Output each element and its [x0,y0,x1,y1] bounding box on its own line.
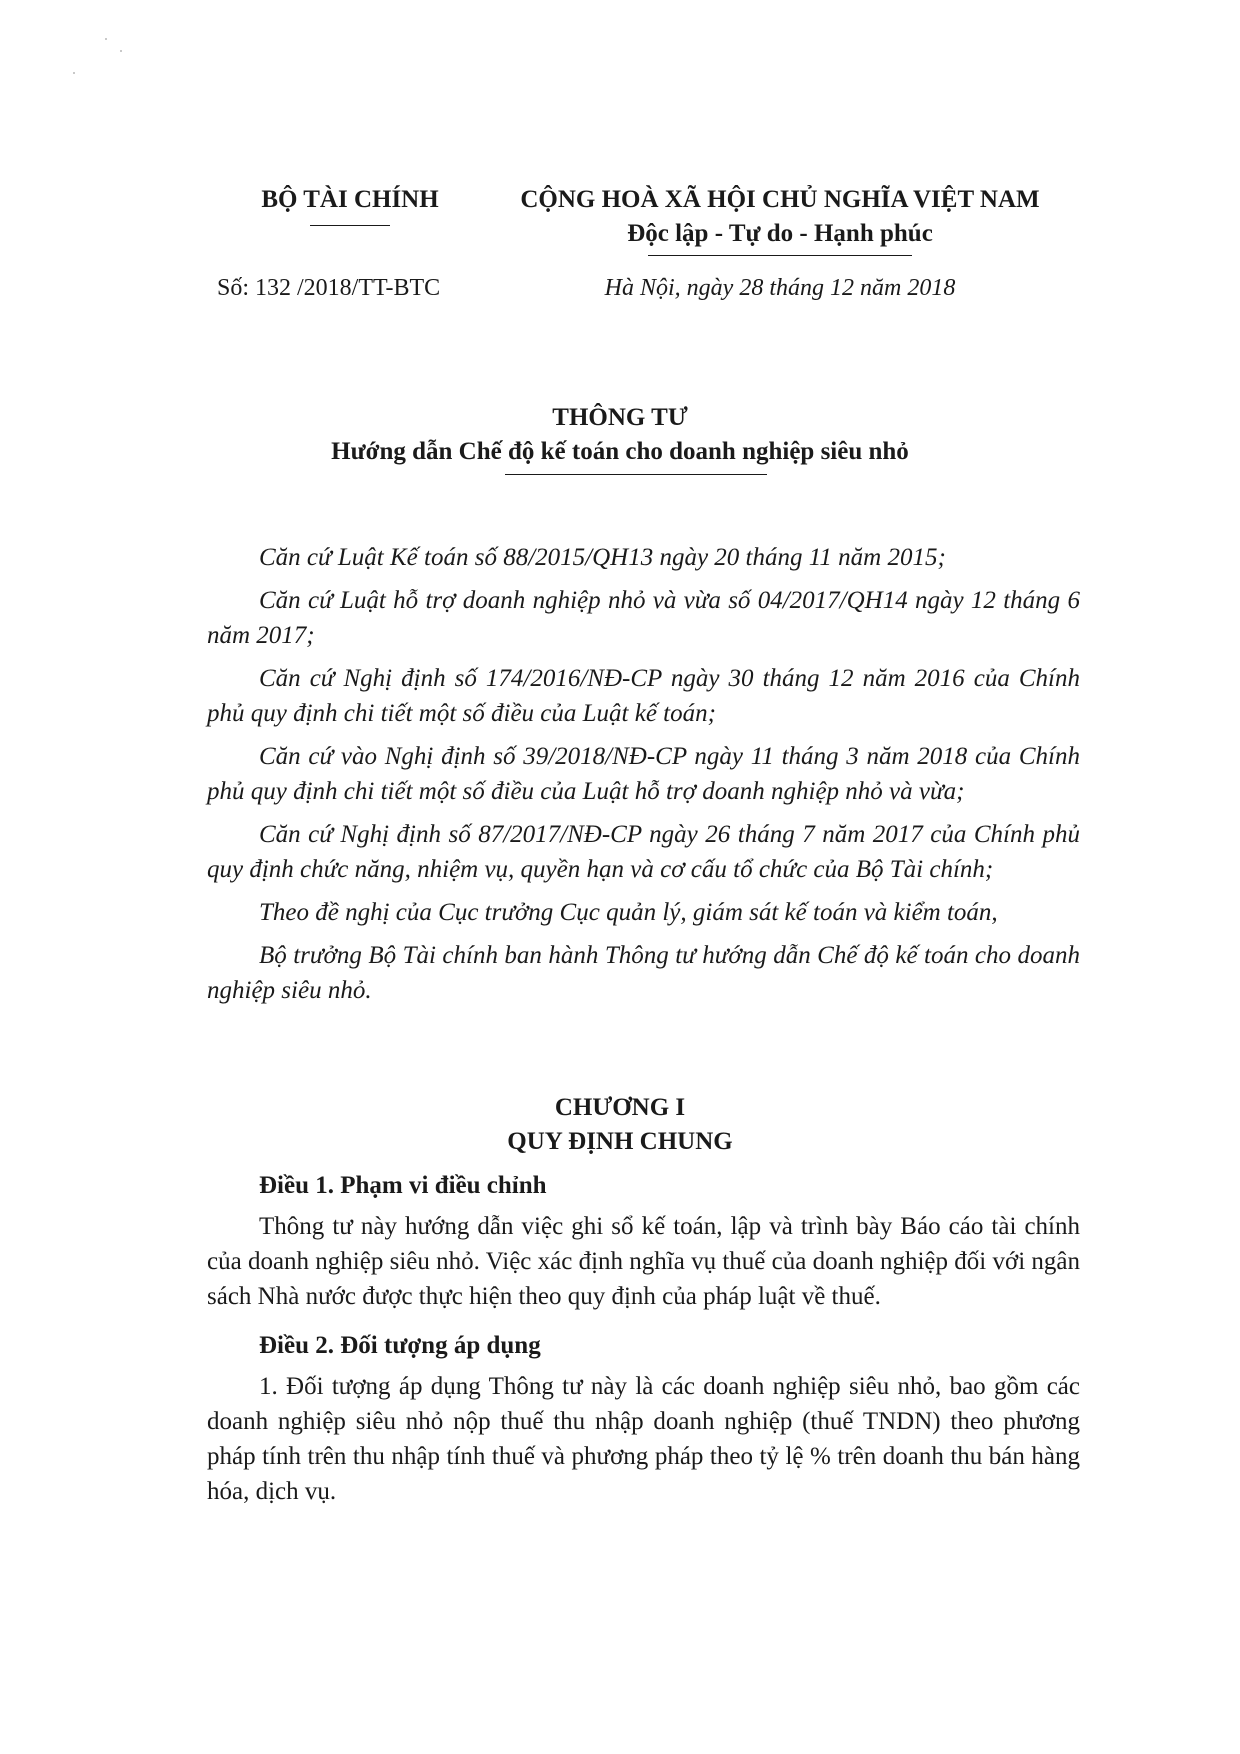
preamble-clause: Căn cứ Nghị định số 87/2017/NĐ-CP ngày 26 tháng 7 năm 2017 của Chính phủ quy định chức năng, nhiệm vụ, quyền hạn và cơ cấu tổ chức của Bộ Tài chính; [207,821,1080,883]
article-text: 1. Đối tượng áp dụng Thông tư này là các doanh nghiệp siêu nhỏ, bao gồm các doanh nghiệp siêu nhỏ nộp thuế thu nhập doanh nghiệp (thuế TNDN) theo phương pháp tính trên thu nhập tính thuế và phương pháp theo tỷ lệ % trên doanh thu bán hàng hóa, dịch vụ. [207,1373,1080,1505]
nation-name: CỘNG HOÀ XÃ HỘI CHỦ NGHĨA VIỆT NAM [520,186,1040,213]
document-subject: Hướng dẫn Chế độ kế toán cho doanh nghiệp siêu nhỏ [331,438,909,465]
articles [207,1168,1080,1523]
article-heading: Điều 1. Phạm vi điều chỉnh [259,1172,547,1199]
document-type: THÔNG TƯ [552,404,688,431]
chapter-number: CHƯƠNG I [554,1094,686,1121]
preamble-clause: Căn cứ Luật hỗ trợ doanh nghiệp nhỏ và vừa số 04/2017/QH14 ngày 12 tháng 6 năm 2017; [207,587,1080,649]
agency-underline [310,225,390,226]
document-number: Số: 132 /2018/TT-BTC [217,275,441,301]
issuing-agency: BỘ TÀI CHÍNH [261,186,439,213]
title-underline [505,474,767,475]
article-text: Thông tư này hướng dẫn việc ghi sổ kế toán, lập và trình bày Báo cáo tài chính của doanh nghiệp siêu nhỏ. Việc xác định nghĩa vụ thuế của doanh nghiệp đối với ngân sách Nhà nước được thực hiện theo quy định của pháp luật về thuế. [207,1213,1080,1310]
preamble-clause: Căn cứ Luật Kế toán số 88/2015/QH13 ngày 20 tháng 11 năm 2015; [259,544,946,571]
preamble-clause: Bộ trưởng Bộ Tài chính ban hành Thông tư hướng dẫn Chế độ kế toán cho doanh nghiệp siêu nhỏ. [207,942,1080,1004]
national-header-block [480,183,1080,256]
chapter-heading [0,1091,1240,1159]
scan-speck [73,72,75,74]
preamble-clause: Căn cứ vào Nghị định số 39/2018/NĐ-CP ngày 11 tháng 3 năm 2018 của Chính phủ quy định chi tiết một số điều của Luật hỗ trợ doanh nghiệp nhỏ và vừa; [207,743,1080,805]
article-heading: Điều 2. Đối tượng áp dụng [259,1332,541,1359]
preamble-clause: Theo đề nghị của Cục trưởng Cục quản lý, giám sát kế toán và kiểm toán, [259,899,998,926]
document-date: Hà Nội, ngày 28 tháng 12 năm 2018 [604,275,956,301]
preamble [207,540,1080,1016]
preamble-clause: Căn cứ Nghị định số 174/2016/NĐ-CP ngày 30 tháng 12 năm 2016 của Chính phủ quy định chi tiết một số điều của Luật kế toán; [207,665,1080,727]
motto-underline [648,255,912,256]
issuing-agency-block [200,183,500,226]
scan-speck [120,50,122,52]
chapter-name: QUY ĐỊNH CHUNG [507,1128,733,1155]
scan-speck [105,38,107,40]
national-motto: Độc lập - Tự do - Hạnh phúc [627,220,933,247]
